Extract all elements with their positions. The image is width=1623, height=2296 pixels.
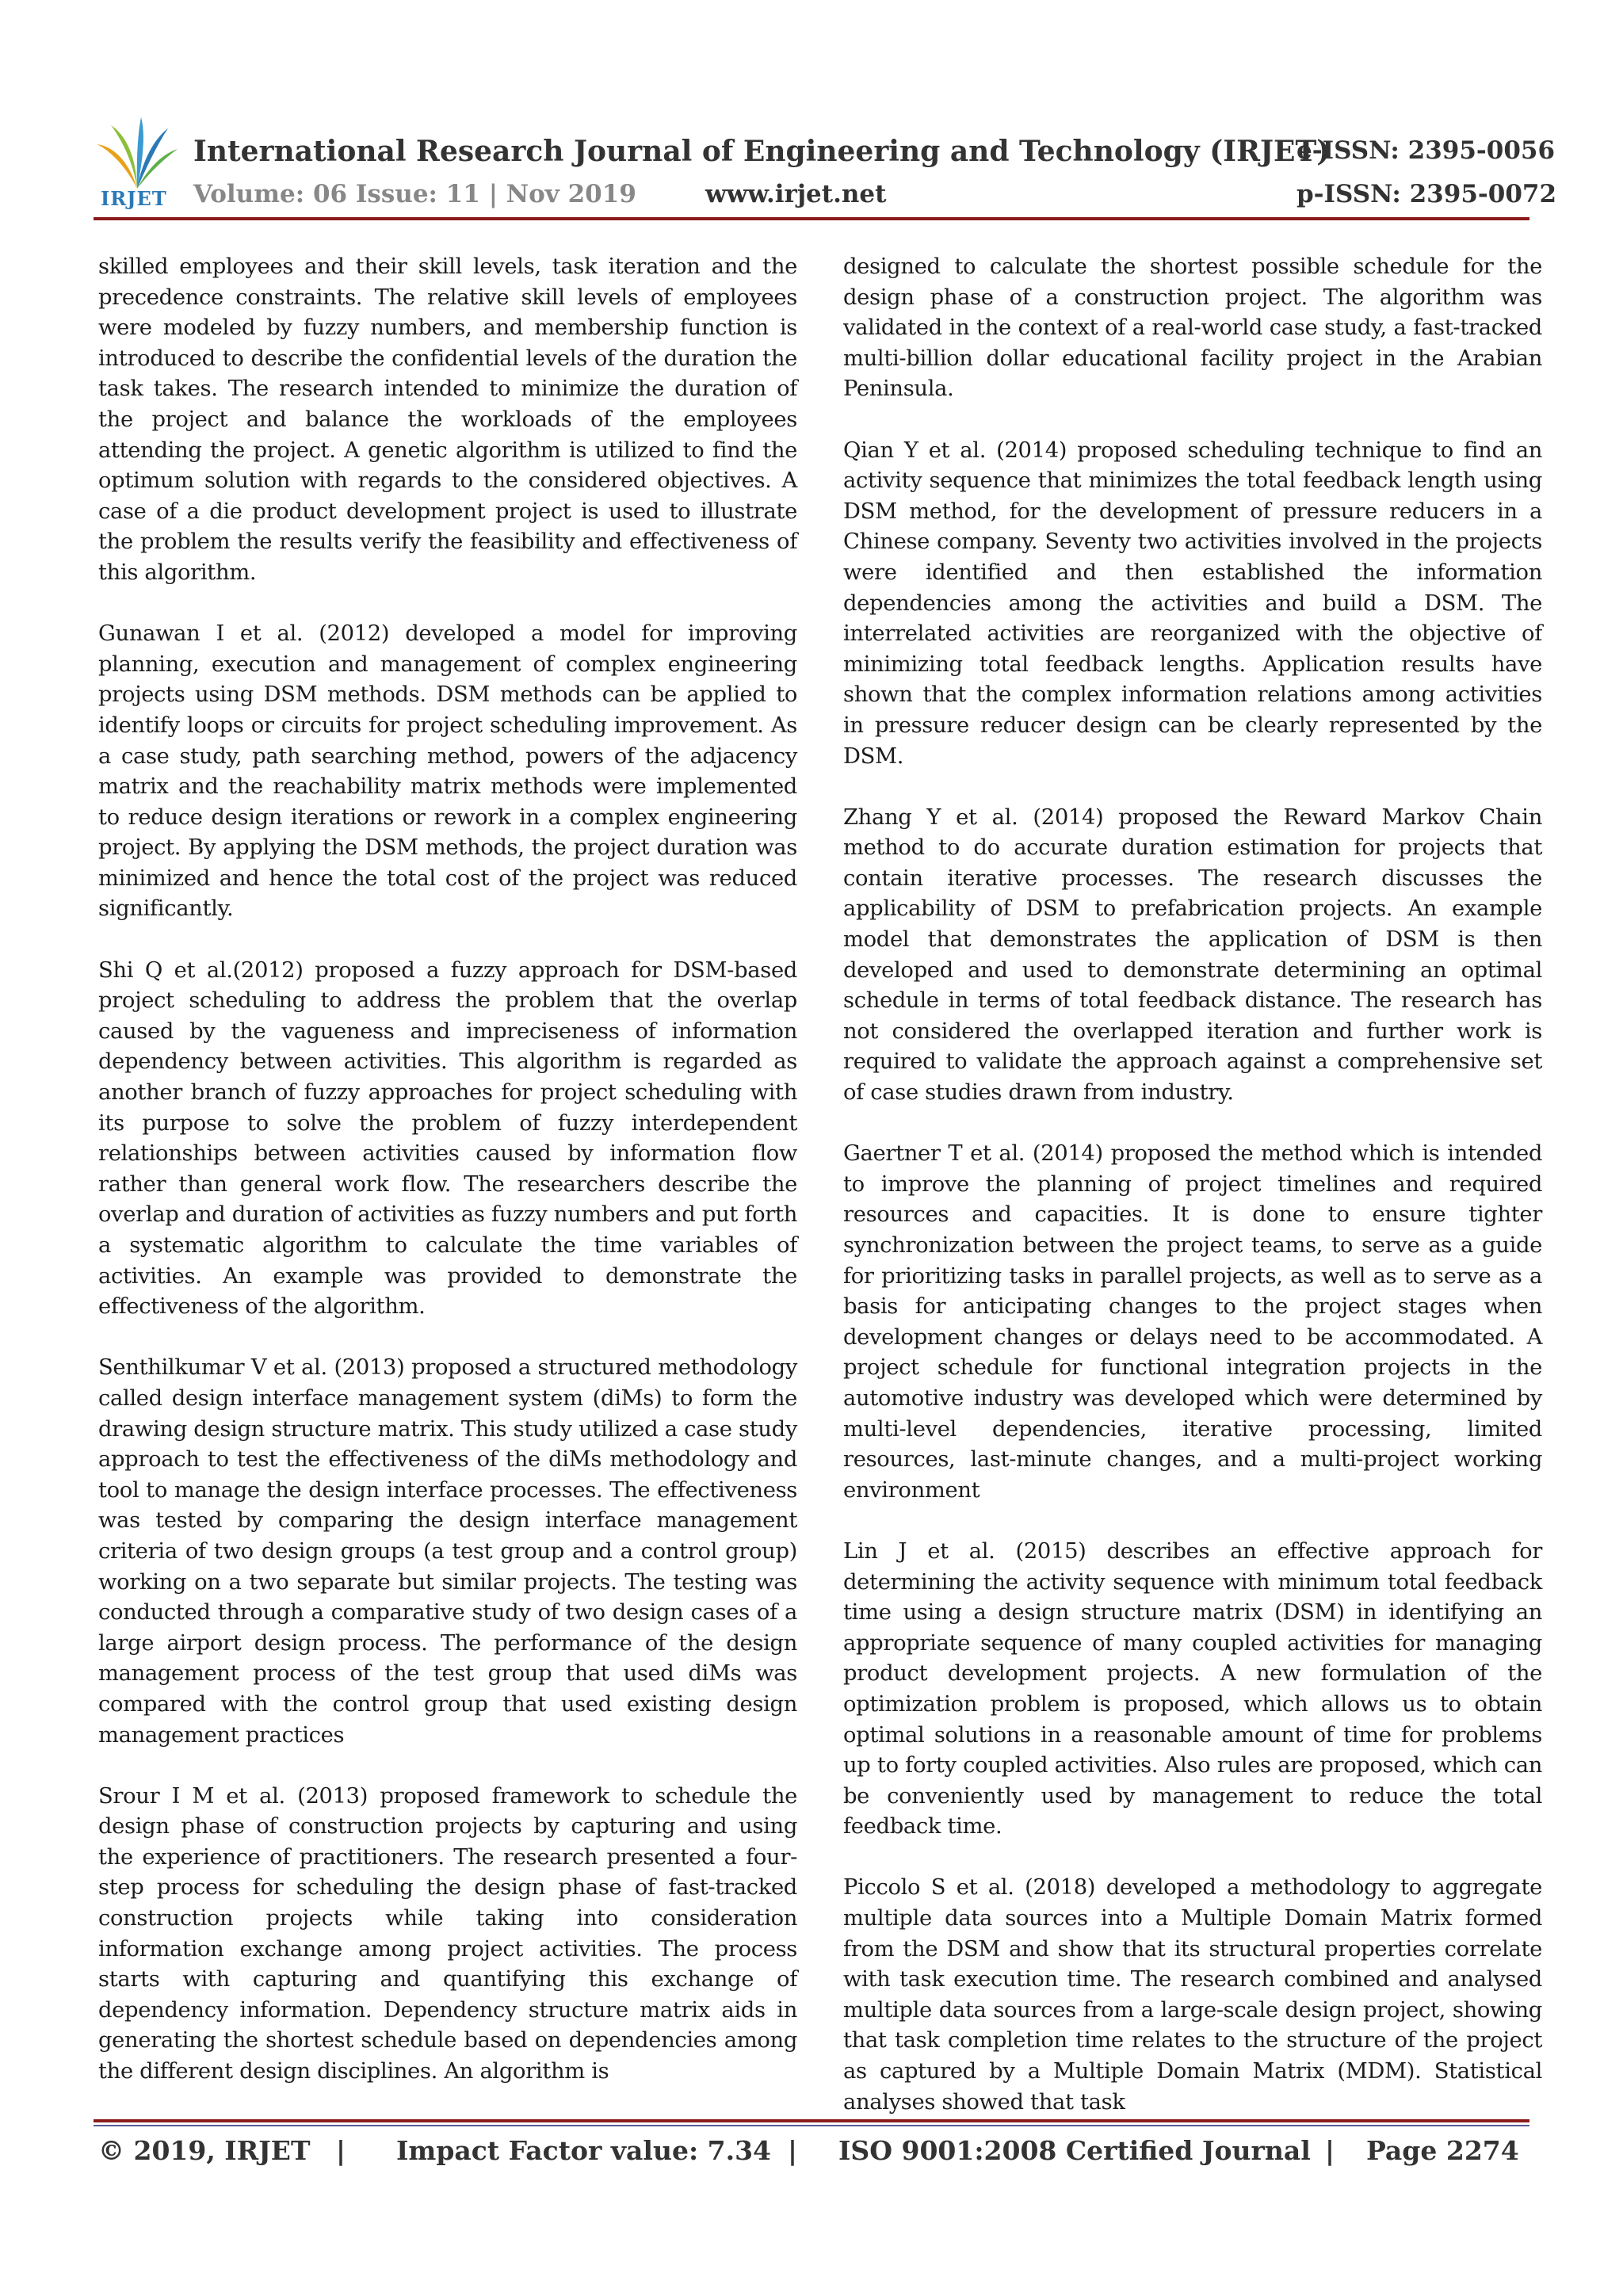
paragraph: designed to calculate the shortest possible schedule for the design phase of a construction project. The algorithm was validated in the context of a real-world case study, a fast-tracked multi-billion dollar educational facility project in the Arabian Peninsula. bbox=[843, 254, 1542, 402]
right-column bbox=[843, 252, 1542, 2149]
footer-divider-secondary bbox=[94, 2125, 1529, 2126]
paragraph: Gaertner T et al. (2014) proposed the method which is intended to improve the planning of project timelines and required resources and capacities. It is done to ensure tighter synchronization between the project teams, to serve as a guide for prioritizing tasks in parallel projects, as well as to serve as a basis for anticipating changes to the project stages when development changes or delays need to be accommodated. A project schedule for functional integration projects in the automotive industry was developed which were determined by multi-level dependencies, iterative processing, limited resources, last-minute changes, and a multi-project working environment bbox=[843, 1141, 1542, 1503]
paragraph: Srour I M et al. (2013) proposed framework to schedule the design phase of construction projects by capturing and using the experience of practitioners. The research presented a four-step process for scheduling the design phase of fast-tracked construction projects while taking into consideration information exchange among project activities. The process starts with capturing and quantifying this exchange of dependency information. Dependency structure matrix aids in generating the shortest schedule based on dependencies among the different design disciplines. An algorithm is bbox=[98, 1783, 797, 2084]
footer-copyright: © 2019, IRJET bbox=[98, 2135, 311, 2166]
paragraph: skilled employees and their skill levels, task iteration and the precedence constraints. The relative skill levels of employees were modeled by fuzzy numbers, and membership function is introduced to describe the confidential levels of the duration the task takes. The research intended to minimize the duration of the project and balance the workloads of the employees attending the project. A genetic algorithm is utilized to find the optimum solution with regards to the considered objectives. A case of a die product development project is used to illustrate the problem the results verify the feasibility and effectiveness of this algorithm. bbox=[98, 254, 797, 585]
page-number: Page 2274 bbox=[1366, 2135, 1519, 2166]
page-footer bbox=[98, 2135, 1534, 2175]
paragraph: Shi Q et al.(2012) proposed a fuzzy approach for DSM-based project scheduling to address the problem that the overlap caused by the vagueness and impreciseness of information dependency between activities. This algorithm is regarded as another branch of fuzzy approaches for project scheduling with its purpose to solve the problem of fuzzy interdependent relationships between activities caused by information flow rather than general work flow. The researchers describe the overlap and duration of activities as fuzzy numbers and put forth a systematic algorithm to calculate the time variables of activities. An example was provided to demonstrate the effectiveness of the algorithm. bbox=[98, 957, 797, 1320]
footer-separator: | bbox=[788, 2135, 798, 2166]
paragraph: Gunawan I et al. (2012) developed a model for improving planning, execution and management of complex engineering projects using DSM methods. DSM methods can be applied to identify loops or circuits for project scheduling improvement. As a case study, path searching method, powers of the adjacency matrix and the reachability matrix methods were implemented to reduce design iterations or rework in a complex engineering project. By applying the DSM methods, the project duration was minimized and hence the total cost of the project was reduced significantly. bbox=[98, 621, 797, 922]
footer-iso: ISO 9001:2008 Certified Journal bbox=[838, 2135, 1311, 2166]
left-column bbox=[98, 252, 797, 2118]
page-header bbox=[0, 0, 1623, 238]
footer-separator: | bbox=[1325, 2135, 1335, 2166]
paragraph: Qian Y et al. (2014) proposed scheduling technique to find an activity sequence that minimizes the total feedback length using DSM method, for the development of pressure reducers in a Chinese company. Seventy two activities involved in the projects were identified and then established the information dependencies among the activities and build a DSM. The interrelated activities are reorganized with the objective of minimizing total feedback lengths. Application results have shown that the complex information relations among activities in pressure reducer design can be clearly represented by the DSM. bbox=[843, 437, 1542, 769]
p-issn: p-ISSN: 2395-0072 bbox=[1296, 180, 1557, 208]
paragraph: Zhang Y et al. (2014) proposed the Reward Markov Chain method to do accurate duration estimation for projects that contain iterative processes. The research discusses the applicability of DSM to prefabrication projects. An example model that demonstrates the application of DSM is then developed and used to demonstrate determining an optimal schedule in terms of total feedback distance. The research has not considered the overlapped iteration and further work is required to validate the approach against a comprehensive set of case studies drawn from industry. bbox=[843, 804, 1542, 1106]
journal-website: www.irjet.net bbox=[705, 180, 887, 208]
header-divider bbox=[94, 217, 1529, 220]
journal-title: International Research Journal of Engineering and Technology (IRJET) bbox=[193, 135, 1331, 168]
footer-separator: | bbox=[336, 2135, 346, 2166]
e-issn: e-ISSN: 2395-0056 bbox=[1296, 136, 1556, 165]
footer-impact-factor: Impact Factor value: 7.34 bbox=[396, 2135, 771, 2166]
volume-issue: Volume: 06 Issue: 11 | Nov 2019 bbox=[193, 180, 636, 208]
paragraph: Lin J et al. (2015) describes an effective approach for determining the activity sequence with minimum total feedback time using a design structure matrix (DSM) in identifying an appropriate sequence of many coupled activities for managing product development projects. A new formulation of the optimization problem is proposed, which allows us to obtain optimal solutions in a reasonable amount of time for problems up to forty coupled activities. Also rules are proposed, which can be conveniently used by management to reduce the total feedback time. bbox=[843, 1538, 1542, 1839]
footer-divider bbox=[94, 2119, 1529, 2122]
paragraph: Piccolo S et al. (2018) developed a methodology to aggregate multiple data sources into a Multiple Domain Matrix formed from the DSM and show that its structural properties correlate with task execution time. The research combined and analysed multiple data sources from a large-scale design project, showing that task completion time relates to the structure of the project as captured by a Multiple Domain Matrix (MDM). Statistical analyses showed that task bbox=[843, 1875, 1542, 2115]
paragraph: Senthilkumar V et al. (2013) proposed a structured methodology called design interface management system (diMs) to form the drawing design structure matrix. This study utilized a case study approach to test the effectiveness of the diMs methodology and tool to manage the design interface processes. The effectiveness was tested by comparing the design interface management criteria of two design groups (a test group and a control group) working on a two separate but similar projects. The testing was conducted through a comparative study of two design cases of a large airport design process. The performance of the design management process of the test group that used diMs was compared with the control group that used existing design management practices bbox=[98, 1355, 797, 1748]
logo-text: IRJET bbox=[101, 187, 167, 210]
